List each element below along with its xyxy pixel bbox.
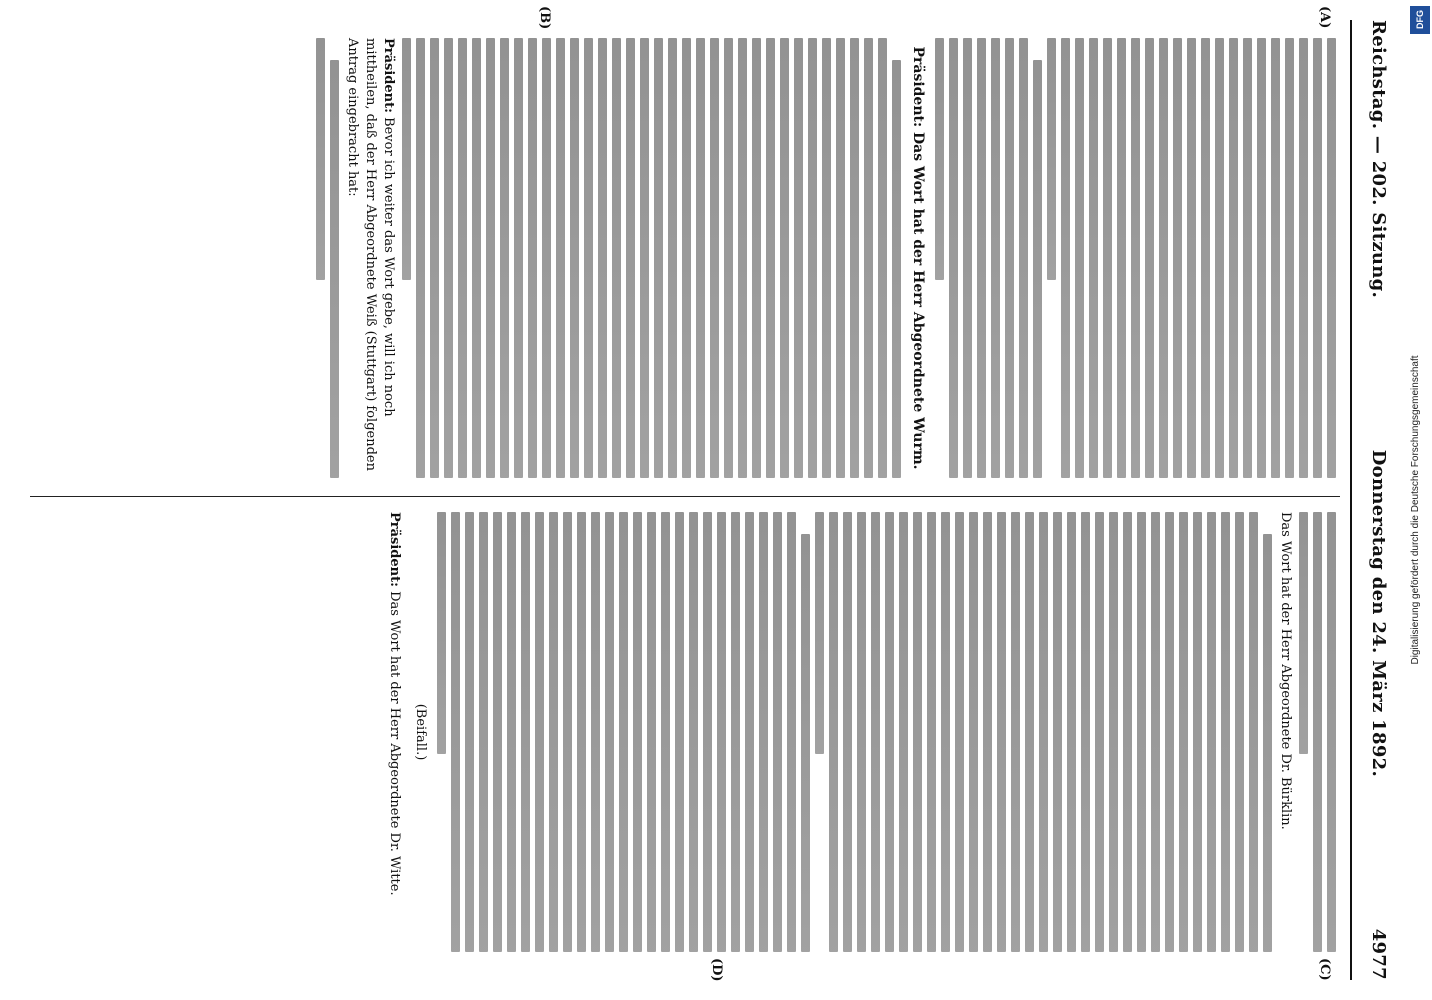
text-line — [444, 38, 453, 478]
text-line — [1285, 38, 1294, 478]
text-line — [1033, 60, 1042, 478]
header-left: Reichstag. — 202. Sitzung. — [1368, 20, 1390, 299]
text-line — [717, 512, 726, 952]
text-line — [766, 38, 775, 478]
text-line — [892, 60, 901, 478]
text-line — [1109, 512, 1118, 952]
text-line — [1165, 512, 1174, 952]
text-line — [542, 38, 551, 478]
text-line — [1103, 38, 1112, 478]
text-line — [316, 38, 325, 280]
text-line — [1221, 512, 1230, 952]
text-line — [507, 512, 516, 952]
speaker-label: Präsident: — [387, 512, 402, 587]
text-line — [1095, 512, 1104, 952]
text-line — [535, 512, 544, 952]
text-line — [430, 38, 439, 478]
text-line — [1229, 38, 1238, 478]
text-line — [1137, 512, 1146, 952]
text-line — [794, 38, 803, 478]
paragraph — [343, 38, 397, 478]
text-line — [780, 38, 789, 478]
text-line — [710, 38, 719, 478]
text-line — [626, 38, 635, 478]
text-line — [983, 512, 992, 952]
text-line — [773, 512, 782, 952]
text-line — [871, 512, 880, 952]
text-line — [759, 512, 768, 952]
text-line — [808, 38, 817, 478]
text-line — [591, 512, 600, 952]
text-line — [1299, 512, 1308, 754]
text-line — [528, 38, 537, 478]
text-line — [963, 38, 972, 478]
text-line — [563, 512, 572, 952]
text-line — [696, 38, 705, 478]
text-line — [605, 512, 614, 952]
text-line — [1215, 38, 1224, 478]
text-line — [801, 534, 810, 952]
text-line — [1053, 512, 1062, 952]
text-line — [815, 512, 824, 754]
text-line — [675, 512, 684, 952]
text-line — [465, 512, 474, 952]
text-line — [1263, 534, 1272, 952]
text-line — [1019, 38, 1028, 478]
text-line — [612, 38, 621, 478]
text-line — [1313, 38, 1322, 478]
text-line — [850, 38, 859, 478]
text-line — [451, 512, 460, 952]
text-line — [1271, 38, 1280, 478]
text-line — [752, 38, 761, 478]
left-column — [30, 38, 1340, 478]
paragraph — [385, 512, 403, 952]
text-line — [584, 38, 593, 478]
text-line — [724, 38, 733, 478]
text-line — [556, 38, 565, 478]
text-line — [822, 38, 831, 478]
text-line — [486, 38, 495, 478]
text-line — [991, 38, 1000, 478]
digitization-note: Digitalisierung gefördert durch die Deutsche Forschungsgemeinschaft — [1410, 355, 1421, 665]
text-line — [1047, 38, 1056, 280]
margin-mark-a: (A) — [1317, 6, 1332, 29]
text-line — [598, 38, 607, 478]
text-line — [997, 512, 1006, 952]
text-line — [1243, 38, 1252, 478]
text-line — [1123, 512, 1132, 952]
text-line — [857, 512, 866, 952]
text-line — [927, 512, 936, 952]
text-line — [521, 512, 530, 952]
text-line — [1011, 512, 1020, 952]
text-line — [935, 38, 944, 280]
text-line — [731, 512, 740, 952]
text-line — [864, 38, 873, 478]
text-line — [1075, 38, 1084, 478]
text-line — [703, 512, 712, 952]
text-line — [955, 512, 964, 952]
text-line — [654, 38, 663, 478]
text-line — [416, 38, 425, 478]
text-line — [738, 38, 747, 478]
text-line — [1179, 512, 1188, 952]
text-line — [640, 38, 649, 478]
margin-mark-b: (B) — [537, 6, 552, 30]
text-line — [682, 38, 691, 478]
margin-mark-d: (D) — [709, 958, 724, 982]
text-line — [437, 512, 446, 754]
text-line — [402, 38, 411, 280]
paragraph-text: Bevor ich weiter das Wort gebe, will ich noch mittheilen, daß der Herr Abgeordnete Weiß (Stuttgart) folgenden Antrag eingebracht hat: — [345, 38, 396, 471]
text-line — [633, 512, 642, 952]
text-line — [787, 512, 796, 952]
applause-note: (Beifall.) — [413, 703, 428, 761]
text-line — [1327, 512, 1336, 952]
text-line — [745, 512, 754, 952]
text-line — [829, 512, 838, 952]
right-column — [30, 512, 1340, 952]
text-line — [668, 38, 677, 478]
text-line — [1081, 512, 1090, 952]
margin-mark-c: (C) — [1317, 958, 1332, 981]
text-line — [899, 512, 908, 952]
text-line — [661, 512, 670, 952]
text-line — [472, 38, 481, 478]
speaker-label: Präsident: — [381, 38, 396, 113]
text-line — [1145, 38, 1154, 478]
column-divider — [30, 496, 1340, 497]
text-line — [977, 38, 986, 478]
text-line — [570, 38, 579, 478]
text-line — [1201, 38, 1210, 478]
text-line — [549, 512, 558, 952]
text-line — [913, 512, 922, 952]
text-line — [514, 38, 523, 478]
text-line — [941, 512, 950, 952]
text-line — [577, 512, 586, 952]
text-line — [479, 512, 488, 952]
text-line — [969, 512, 978, 952]
text-line — [1187, 38, 1196, 478]
text-line — [949, 38, 958, 478]
text-line — [1117, 38, 1126, 478]
text-line — [836, 38, 845, 478]
text-line — [689, 512, 698, 952]
text-line — [619, 512, 628, 952]
text-line — [1159, 38, 1168, 478]
text-line — [1067, 512, 1076, 952]
text-line — [1061, 38, 1070, 478]
text-line — [647, 512, 656, 952]
dfg-logo: DFG — [1410, 6, 1430, 34]
header-center: Donnerstag den 24. März 1892. — [1368, 449, 1390, 778]
text-line — [1313, 512, 1322, 952]
digitization-note-strip — [1406, 0, 1432, 1000]
text-line — [1299, 38, 1308, 478]
text-line — [1235, 512, 1244, 952]
text-line — [1207, 512, 1216, 952]
text-line — [1151, 512, 1160, 952]
speaker-heading: Präsident: Das Wort hat der Herr Abgeordnete Wurm. — [910, 46, 926, 470]
text-line — [493, 512, 502, 952]
page-header — [1356, 20, 1402, 980]
text-line — [1257, 38, 1266, 478]
text-line — [1089, 38, 1098, 478]
text-line — [1025, 512, 1034, 952]
text-line — [878, 38, 887, 478]
text-line — [885, 512, 894, 952]
text-line — [843, 512, 852, 952]
header-page-number: 4977 — [1368, 928, 1390, 980]
text-line — [1005, 38, 1014, 478]
text-line — [330, 60, 339, 478]
text-line — [1173, 38, 1182, 478]
paragraph-text: Das Wort hat der Herr Abgeordnete Dr. Witte. — [387, 591, 402, 896]
text-line — [1131, 38, 1140, 478]
text-line — [1039, 512, 1048, 952]
text-line — [1327, 38, 1336, 478]
paragraph: Das Wort hat der Herr Abgeordnete Dr. Bürklin. — [1278, 512, 1293, 830]
text-line — [1193, 512, 1202, 952]
text-line — [500, 38, 509, 478]
text-line — [1249, 512, 1258, 952]
text-line — [458, 38, 467, 478]
header-rule — [1350, 20, 1352, 980]
